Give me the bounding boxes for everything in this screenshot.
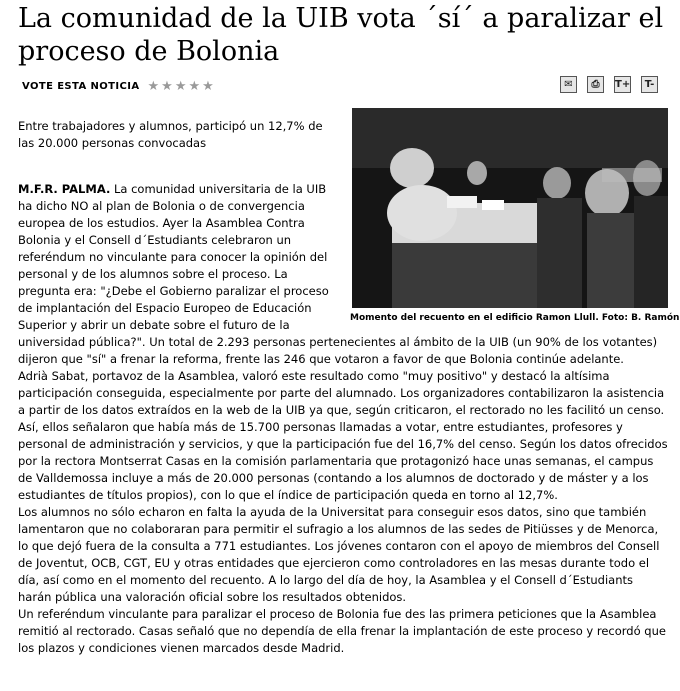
star-icon[interactable]: ★ (202, 78, 214, 94)
photo-caption: Momento del recuento en el edificio Ramon Llull. Foto: B. Ramón (350, 313, 680, 323)
rating-stars[interactable] (148, 80, 216, 93)
article-paragraph: universidad pública?". Un total de 2.293 personas pertenecientes al ámbito de la UIB (un 90% de los votantes) dijeron que "sí" a frenar la reforma, frente las 246 que votaron a favor de que Bolonia continúe adelante. (18, 335, 658, 366)
star-icon[interactable]: ★ (161, 78, 173, 94)
star-icon[interactable]: ★ (188, 78, 201, 94)
article-paragraph: Adrià Sabat, portavoz de la Asamblea, valoró este resultado como "muy positivo" y destacó la altísima participación conseguida, especialmente por parte del alumnado. Los organizadores contabilizaron la asistencia a partir de los datos extraídos en la web de la UIB ya que, según criticaron, el rectorado no les facilitó un censo. Así, ellos señalaron que había más de 15.700 personas llamadas a votar, entre estudiantes, profesores y personal de administración y servicios, y que la participación fue del 16,7% del censo. Según los datos ofrecidos por la rectora Montserrat Casas en la comisión parlamentaria que protagonizó hace unas semanas, el campus de Valldemossa incluye a más de 20.000 personas (contando a los alumnos de doctorado y de máster y a los estudiantes de títulos propios), con lo que el índice de participación queda en torno al 12,7%. (18, 369, 668, 502)
email-icon[interactable]: ✉ (560, 76, 577, 93)
article-title: La comunidad de la UIB vota ´sí´ a paralizar el proceso de Bolonia (18, 3, 664, 67)
article-body (18, 181, 680, 657)
print-icon[interactable]: ⎙ (587, 76, 604, 93)
article-lead: Entre trabajadores y alumnos, participó un 12,7% de las 20.000 personas convocadas (18, 119, 323, 150)
star-icon[interactable]: ★ (174, 78, 187, 94)
article-paragraph: Un referéndum vinculante para paralizar el proceso de Bolonia fue des las primera peticiones que la Asamblea remitió al rectorado. Casas señaló que no dependía de ella frenar la implantación de este proceso y recordó que los plazos y condiciones vienen marcados desde Madrid. (18, 607, 666, 655)
font-increase-icon[interactable]: T+ (614, 76, 631, 93)
article-tools (550, 76, 658, 93)
star-icon[interactable]: ★ (147, 78, 160, 94)
intro-text: La comunidad universitaria de la UIB ha dicho NO al plan de Bolonia o de convergencia europea de los estudios. Ayer la Asamblea Contra Bolonia y el Consell d´Estudiants celebraron un referéndum no vinculante para conocer la opinión del personal y de los alumnos sobre el proceso. La pregunta era: "¿Debe el Gobierno paralizar el proceso de implantación del Espacio Europeo de Educación Superior y abrir un debate sobre el futuro de la (18, 182, 329, 332)
vote-widget (22, 78, 216, 94)
article-intro (18, 181, 336, 334)
font-decrease-icon[interactable]: T- (641, 76, 658, 93)
article-paragraph: Los alumnos no sólo echaron en falta la ayuda de la Universitat para conseguir esos datos, sino que también lamentaron que no colaboraran para permitir el sufragio a los alumnos de las sedes de Pitiüsses y de Menorca, lo que dejó fuera de la consulta a 771 estudiantes. Los jóvenes contaron con el apoyo de miembros del Consell de Joventut, OCB, CGT, EU y otras entidades que ejercieron como controladores en las mesas durante todo el día, así como en el momento del recuento. A lo largo del día de hoy, la Asamblea y el Consell d´Estudiants harán pública una valoración oficial sobre los resultados obtenidos. (18, 505, 660, 604)
byline: M.F.R. PALMA. (18, 182, 111, 196)
vote-label: VOTE ESTA NOTICIA (22, 80, 140, 92)
